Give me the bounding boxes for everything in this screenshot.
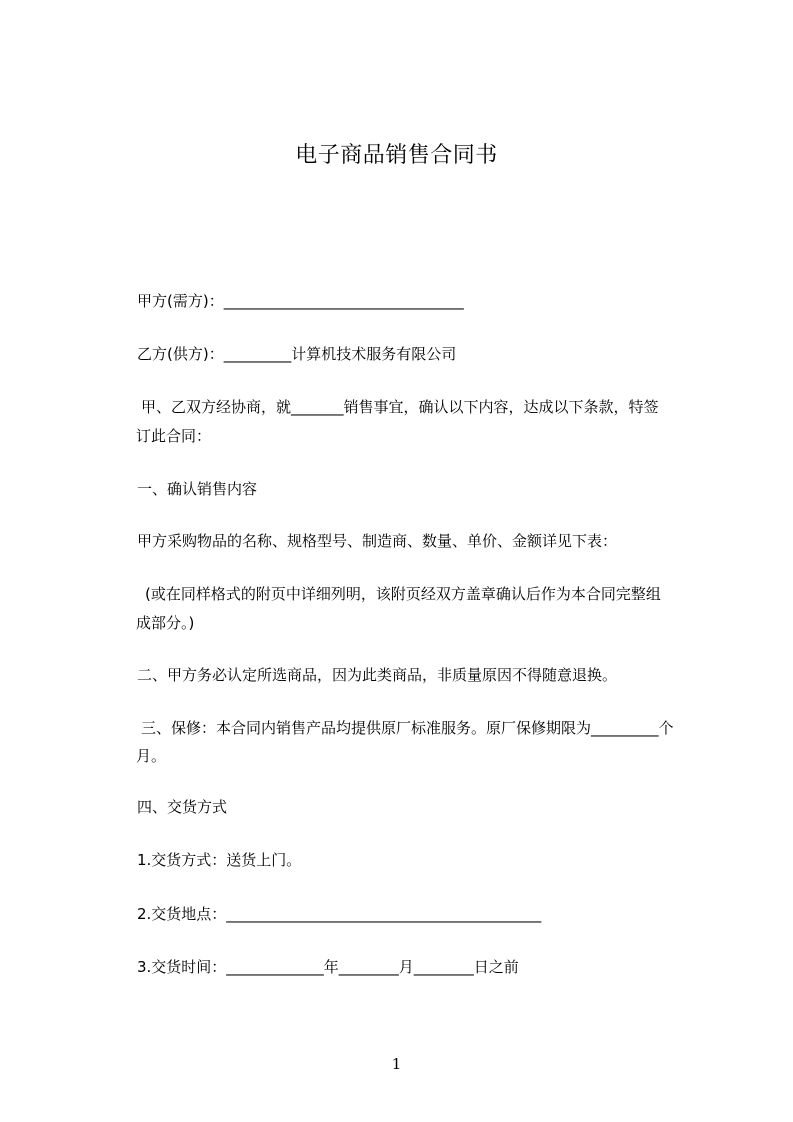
section-3-line-2: 月。 bbox=[136, 747, 167, 765]
section-4-heading: 四、交货方式 bbox=[137, 798, 228, 816]
note-line-2: 成部分。) bbox=[136, 614, 195, 632]
party-b-line: 乙方(供方)：_________计算机技术服务有限公司 bbox=[137, 345, 457, 363]
delivery-time: 3.交货时间：_____________年________月________日之前 bbox=[137, 958, 519, 976]
section-2-text: 二、甲方务必认定所选商品，因为此类商品，非质量原因不得随意退换。 bbox=[137, 666, 618, 684]
delivery-place: 2.交货地点：__________________________________________ bbox=[137, 905, 542, 923]
section-3-line-1: 三、保修：本合同内销售产品均提供原厂标准服务。原厂保修期限为_________个 bbox=[141, 719, 674, 737]
party-a-line: 甲方(需方)：________________________________ bbox=[137, 292, 464, 310]
section-1-heading: 一、确认销售内容 bbox=[137, 480, 258, 498]
document-title: 电子商品销售合同书 bbox=[295, 143, 498, 168]
page-number: 1 bbox=[391, 1055, 402, 1073]
section-1-text: 甲方采购物品的名称、规格型号、制造商、数量、单价、金额详见下表： bbox=[137, 532, 618, 550]
delivery-method: 1.交货方式：送货上门。 bbox=[137, 851, 302, 869]
intro-line-1: 甲、乙双方经协商，就_______销售事宜，确认以下内容，达成以下条款，特签 bbox=[141, 398, 659, 416]
note-line-1: (或在同样格式的附页中详细列明，该附页经双方盖章确认后作为本合同完整组 bbox=[145, 585, 661, 603]
intro-line-2: 订此合同： bbox=[136, 427, 212, 445]
